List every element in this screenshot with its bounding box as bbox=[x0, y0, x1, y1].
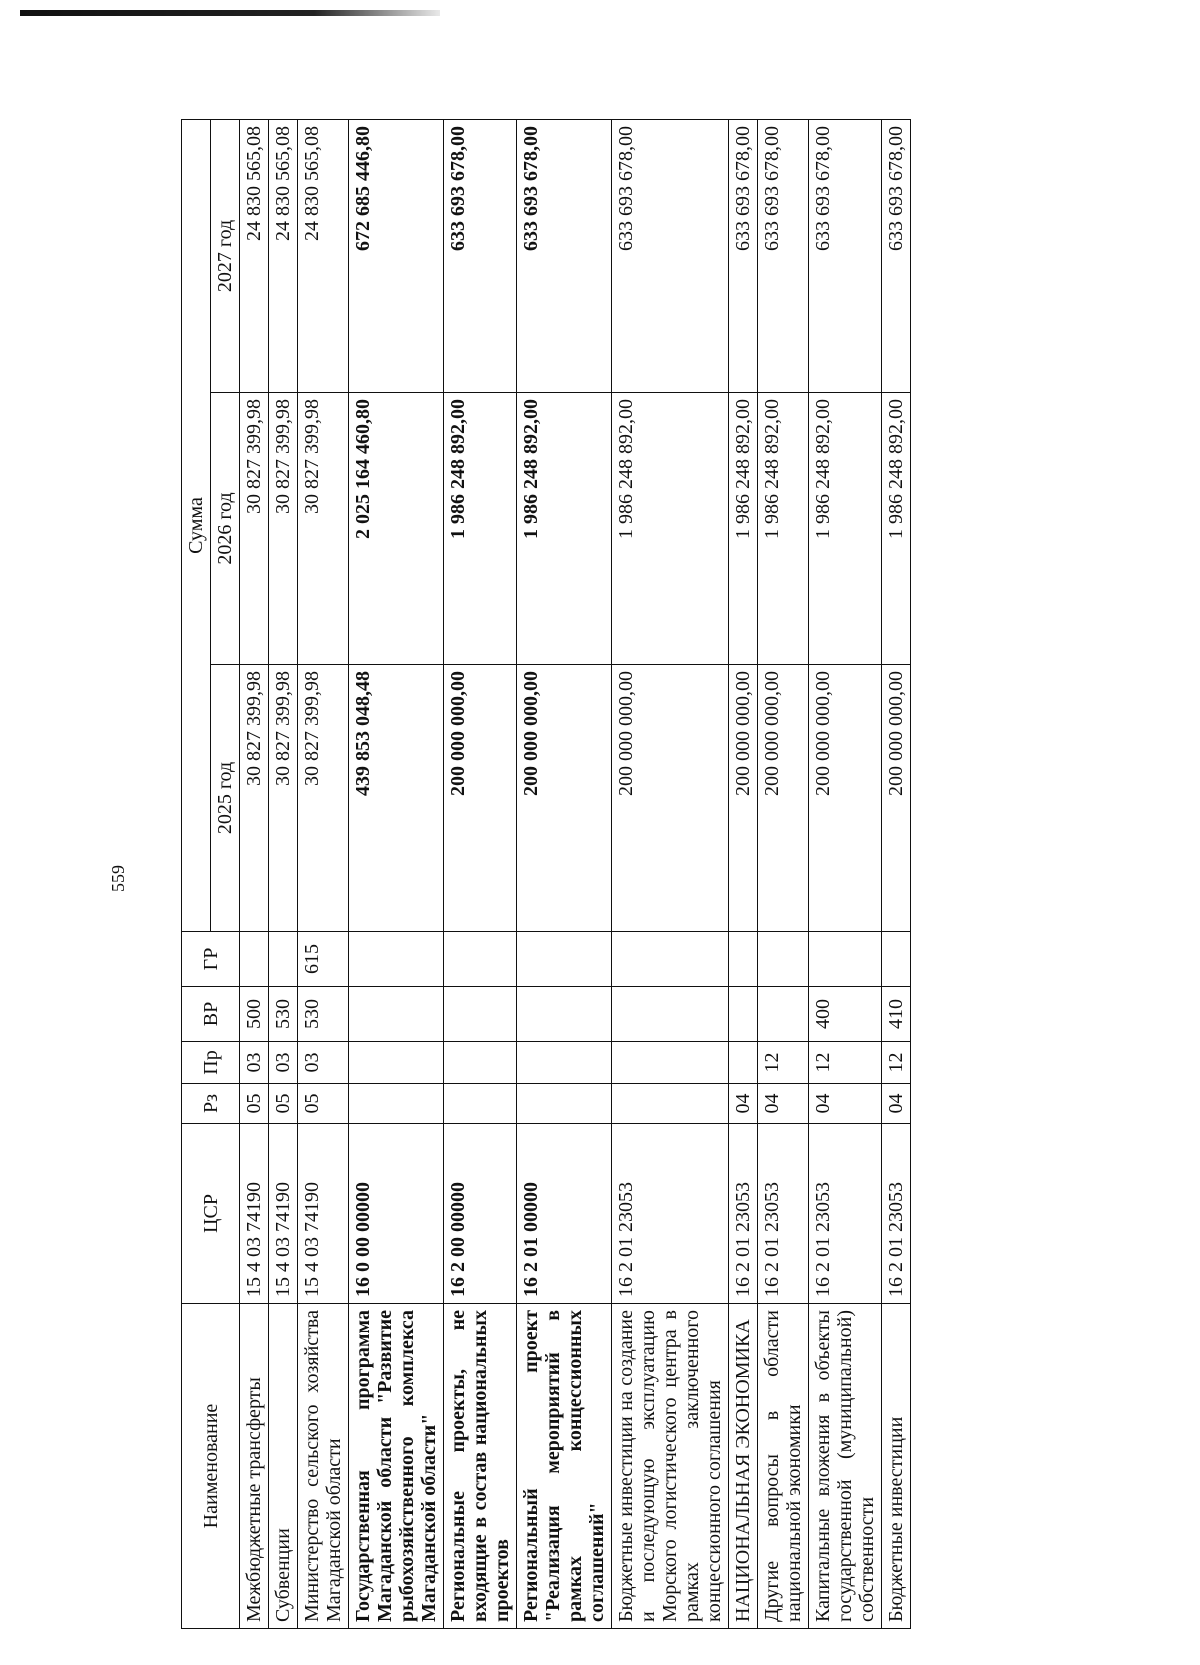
table-row bbox=[444, 119, 517, 1628]
cell-rz bbox=[517, 1084, 612, 1124]
cell-2027: 633 693 678,00 bbox=[444, 119, 517, 392]
cell-csr: 16 0 00 00000 bbox=[349, 1124, 444, 1304]
cell-2025: 200 000 000,00 bbox=[612, 665, 729, 932]
cell-gr bbox=[269, 932, 298, 987]
cell-2027: 633 693 678,00 bbox=[729, 119, 758, 392]
cell-2027: 24 830 565,08 bbox=[240, 119, 269, 392]
table-row bbox=[758, 119, 809, 1628]
cell-2025: 200 000 000,00 bbox=[809, 665, 882, 932]
cell-2025: 30 827 399,98 bbox=[240, 665, 269, 932]
cell-pr bbox=[349, 1042, 444, 1084]
cell-2027: 633 693 678,00 bbox=[809, 119, 882, 392]
cell-2026: 1 986 248 892,00 bbox=[758, 393, 809, 665]
table-row bbox=[882, 119, 911, 1628]
cell-rz: 05 bbox=[298, 1084, 349, 1124]
table-row bbox=[298, 119, 349, 1628]
table-row bbox=[809, 119, 882, 1628]
cell-2026: 1 986 248 892,00 bbox=[729, 393, 758, 665]
cell-2026: 1 986 248 892,00 bbox=[882, 393, 911, 665]
scan-edge-bar bbox=[20, 10, 440, 16]
table-row bbox=[517, 119, 612, 1628]
cell-2027: 633 693 678,00 bbox=[612, 119, 729, 392]
cell-rz bbox=[349, 1084, 444, 1124]
cell-name: Бюджетные инвестиции на создание и последующую эксплуатацию Морского логистического центра в рамках заключенного концессионного соглашения bbox=[612, 1304, 729, 1629]
cell-vr bbox=[349, 987, 444, 1042]
cell-pr: 03 bbox=[240, 1042, 269, 1084]
cell-name: Межбюджетные трансферты bbox=[240, 1304, 269, 1629]
cell-2026: 30 827 399,98 bbox=[269, 393, 298, 665]
cell-pr: 03 bbox=[269, 1042, 298, 1084]
table-row bbox=[729, 119, 758, 1628]
cell-gr bbox=[349, 932, 444, 987]
cell-csr: 16 2 01 23053 bbox=[809, 1124, 882, 1304]
header-pr: Пр bbox=[182, 1042, 240, 1084]
cell-2027: 633 693 678,00 bbox=[758, 119, 809, 392]
cell-2026: 30 827 399,98 bbox=[298, 393, 349, 665]
cell-rz: 05 bbox=[269, 1084, 298, 1124]
cell-pr: 12 bbox=[758, 1042, 809, 1084]
cell-pr bbox=[729, 1042, 758, 1084]
cell-2025: 30 827 399,98 bbox=[269, 665, 298, 932]
cell-rz: 04 bbox=[758, 1084, 809, 1124]
cell-pr: 12 bbox=[882, 1042, 911, 1084]
table-row bbox=[612, 119, 729, 1628]
cell-gr bbox=[612, 932, 729, 987]
cell-csr: 16 2 01 00000 bbox=[517, 1124, 612, 1304]
header-year-2026: 2026 год bbox=[211, 393, 240, 665]
cell-2026: 1 986 248 892,00 bbox=[517, 393, 612, 665]
header-year-2027: 2027 год bbox=[211, 119, 240, 392]
cell-rz bbox=[612, 1084, 729, 1124]
cell-name: Региональные проекты, не входящие в состав национальных проектов bbox=[444, 1304, 517, 1629]
cell-pr: 12 bbox=[809, 1042, 882, 1084]
cell-gr bbox=[882, 932, 911, 987]
cell-2025: 200 000 000,00 bbox=[729, 665, 758, 932]
cell-vr bbox=[517, 987, 612, 1042]
cell-vr bbox=[612, 987, 729, 1042]
cell-name: Бюджетные инвестиции bbox=[882, 1304, 911, 1629]
cell-name: Капитальные вложения в объекты государственной (муниципальной) собственности bbox=[809, 1304, 882, 1629]
header-gr: ГР bbox=[182, 932, 240, 987]
cell-name: Субвенции bbox=[269, 1304, 298, 1629]
cell-csr: 16 2 01 23053 bbox=[758, 1124, 809, 1304]
cell-vr: 400 bbox=[809, 987, 882, 1042]
cell-2026: 1 986 248 892,00 bbox=[444, 393, 517, 665]
cell-2025: 200 000 000,00 bbox=[517, 665, 612, 932]
cell-csr: 16 2 00 00000 bbox=[444, 1124, 517, 1304]
cell-csr: 16 2 01 23053 bbox=[729, 1124, 758, 1304]
cell-2027: 633 693 678,00 bbox=[517, 119, 612, 392]
cell-pr: 03 bbox=[298, 1042, 349, 1084]
cell-gr bbox=[758, 932, 809, 987]
cell-name: Министерство сельского хозяйства Магаданской области bbox=[298, 1304, 349, 1629]
cell-2027: 24 830 565,08 bbox=[298, 119, 349, 392]
cell-vr bbox=[758, 987, 809, 1042]
cell-vr: 410 bbox=[882, 987, 911, 1042]
cell-rz: 05 bbox=[240, 1084, 269, 1124]
header-rz: Рз bbox=[182, 1084, 240, 1124]
cell-2027: 672 685 446,80 bbox=[349, 119, 444, 392]
cell-vr bbox=[444, 987, 517, 1042]
cell-csr: 16 2 01 23053 bbox=[612, 1124, 729, 1304]
table-row bbox=[349, 119, 444, 1628]
header-vr: ВР bbox=[182, 987, 240, 1042]
cell-2026: 30 827 399,98 bbox=[240, 393, 269, 665]
cell-rz: 04 bbox=[882, 1084, 911, 1124]
cell-2025: 30 827 399,98 bbox=[298, 665, 349, 932]
rotated-table-container bbox=[181, 119, 911, 1629]
cell-2027: 633 693 678,00 bbox=[882, 119, 911, 392]
cell-gr: 615 bbox=[298, 932, 349, 987]
cell-2025: 200 000 000,00 bbox=[758, 665, 809, 932]
cell-name: Региональный проект "Реализация мероприятий в рамках концессионных соглашений" bbox=[517, 1304, 612, 1629]
cell-vr: 530 bbox=[269, 987, 298, 1042]
cell-2026: 1 986 248 892,00 bbox=[612, 393, 729, 665]
cell-pr bbox=[517, 1042, 612, 1084]
header-name: Наименование bbox=[182, 1304, 240, 1629]
cell-2025: 200 000 000,00 bbox=[444, 665, 517, 932]
table-row bbox=[240, 119, 269, 1628]
cell-csr: 16 2 01 23053 bbox=[882, 1124, 911, 1304]
cell-rz: 04 bbox=[729, 1084, 758, 1124]
cell-name: Другие вопросы в области национальной экономики bbox=[758, 1304, 809, 1629]
budget-table bbox=[181, 119, 911, 1629]
cell-vr bbox=[729, 987, 758, 1042]
header-sum: Сумма bbox=[182, 119, 211, 931]
cell-name: НАЦИОНАЛЬНАЯ ЭКОНОМИКА bbox=[729, 1304, 758, 1629]
cell-2026: 2 025 164 460,80 bbox=[349, 393, 444, 665]
table-row bbox=[269, 119, 298, 1628]
cell-gr bbox=[517, 932, 612, 987]
cell-csr: 15 4 03 74190 bbox=[269, 1124, 298, 1304]
cell-vr: 500 bbox=[240, 987, 269, 1042]
cell-rz bbox=[444, 1084, 517, 1124]
cell-2025: 439 853 048,48 bbox=[349, 665, 444, 932]
cell-name: Государственная программа Магаданской области "Развитие рыбохозяйственного комплекса Магаданской области" bbox=[349, 1304, 444, 1629]
cell-gr bbox=[240, 932, 269, 987]
page-number: 559 bbox=[108, 865, 128, 892]
cell-rz: 04 bbox=[809, 1084, 882, 1124]
cell-csr: 15 4 03 74190 bbox=[298, 1124, 349, 1304]
cell-csr: 15 4 03 74190 bbox=[240, 1124, 269, 1304]
cell-pr bbox=[612, 1042, 729, 1084]
cell-gr bbox=[809, 932, 882, 987]
header-year-2025: 2025 год bbox=[211, 665, 240, 932]
cell-2025: 200 000 000,00 bbox=[882, 665, 911, 932]
cell-gr bbox=[444, 932, 517, 987]
cell-vr: 530 bbox=[298, 987, 349, 1042]
cell-2026: 1 986 248 892,00 bbox=[809, 393, 882, 665]
cell-pr bbox=[444, 1042, 517, 1084]
cell-gr bbox=[729, 932, 758, 987]
header-csr: ЦСР bbox=[182, 1124, 240, 1304]
header-row-1 bbox=[182, 119, 211, 1628]
cell-2027: 24 830 565,08 bbox=[269, 119, 298, 392]
